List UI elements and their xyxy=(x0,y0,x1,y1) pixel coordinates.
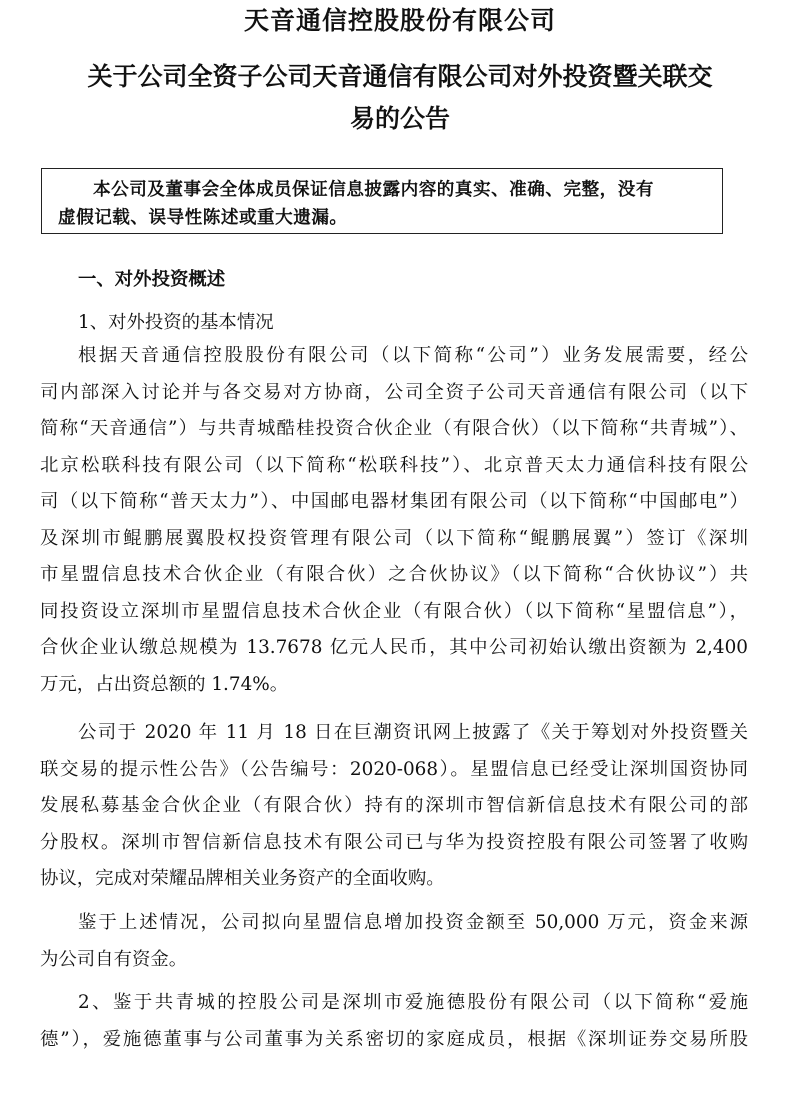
paragraph-increase xyxy=(40,905,748,978)
section-heading: 一、对外投资概述 xyxy=(78,269,226,290)
paragraph-line: 鉴于上述情况，公司拟向星盟信息增加投资金额至 50,000 万元，资金来源 xyxy=(78,912,748,933)
paragraph-investment-basics xyxy=(40,338,748,703)
paragraph-line: 公司于 2020 年 11 月 18 日在巨潮资讯网上披露了《关于筹划对外投资暨关 xyxy=(78,722,748,743)
paragraph-line: 合伙企业认缴总规模为 13.7678 亿元人民币，其中公司初始认缴出资额为 2,400 xyxy=(40,637,748,658)
paragraph-line: 市星盟信息技术合伙企业（有限合伙）之合伙协议》（以下简称“合伙协议”）共 xyxy=(40,564,748,585)
paragraph-line: 协议，完成对荣耀品牌相关业务资产的全面收购。 xyxy=(40,868,445,889)
paragraph-related-party xyxy=(40,985,748,1058)
subsection-heading: 1、对外投资的基本情况 xyxy=(78,312,274,333)
paragraph-line: 同投资设立深圳市星盟信息技术合伙企业（有限合伙）（以下简称“星盟信息”）， xyxy=(40,600,748,622)
paragraph-line: 德”），爱施德董事与公司董事为关系密切的家庭成员，根据《深圳证券交易所股 xyxy=(40,1028,748,1050)
paragraph-line: 发展私募基金合伙企业（有限合伙）持有的深圳市智信新信息技术有限公司的部 xyxy=(40,795,748,816)
announcement-title xyxy=(0,56,800,140)
disclaimer-text-1: 本公司及董事会全体成员保证信息披露内容的真实、准确、完整，没有 xyxy=(93,180,654,200)
paragraph-line: 2、鉴于共青城的控股公司是深圳市爱施德股份有限公司（以下简称“爱施 xyxy=(78,992,748,1013)
paragraph-line: 为公司自有资金。 xyxy=(40,948,188,970)
paragraph-line: 北京松联科技有限公司（以下简称“松联科技”）、北京普天太力通信科技有限公 xyxy=(40,454,748,476)
disclaimer-line-1 xyxy=(58,176,706,204)
paragraph-line: 及深圳市鲲鹏展翼股权投资管理有限公司（以下简称“鲲鹏展翼”）签订《深圳 xyxy=(40,527,748,549)
paragraph-line: 联交易的提示性公告》（公告编号：2020-068）。星盟信息已经受让深圳国资协同 xyxy=(40,758,748,780)
disclaimer-box xyxy=(41,168,723,234)
paragraph-line: 万元，占出资总额的 1.74%。 xyxy=(40,673,289,695)
announcement-title-line-2: 易的公告 xyxy=(349,104,450,133)
paragraph-line: 根据天音通信控股股份有限公司（以下简称“公司”）业务发展需要，经公 xyxy=(78,345,748,366)
paragraph-line: 简称“天音通信”）与共青城酷桂投资合伙企业（有限合伙）（以下简称“共青城”）、 xyxy=(40,418,748,439)
paragraph-line: 司（以下简称“普天太力”）、中国邮电器材集团有限公司（以下简称“中国邮电”） xyxy=(40,491,748,512)
paragraph-line: 司内部深入讨论并与各交易对方协商，公司全资子公司天音通信有限公司（以下 xyxy=(40,381,748,403)
paragraph-line: 分股权。深圳市智信新信息技术有限公司已与华为投资控股有限公司签署了收购 xyxy=(40,831,748,853)
paragraph-disclosure xyxy=(40,715,748,898)
company-name: 天音通信控股股份有限公司 xyxy=(243,6,556,35)
announcement-title-line-1: 关于公司全资子公司天音通信有限公司对外投资暨关联交 xyxy=(87,62,713,91)
disclaimer-line-2: 虚假记载、误导性陈述或重大遗漏。 xyxy=(58,208,348,228)
